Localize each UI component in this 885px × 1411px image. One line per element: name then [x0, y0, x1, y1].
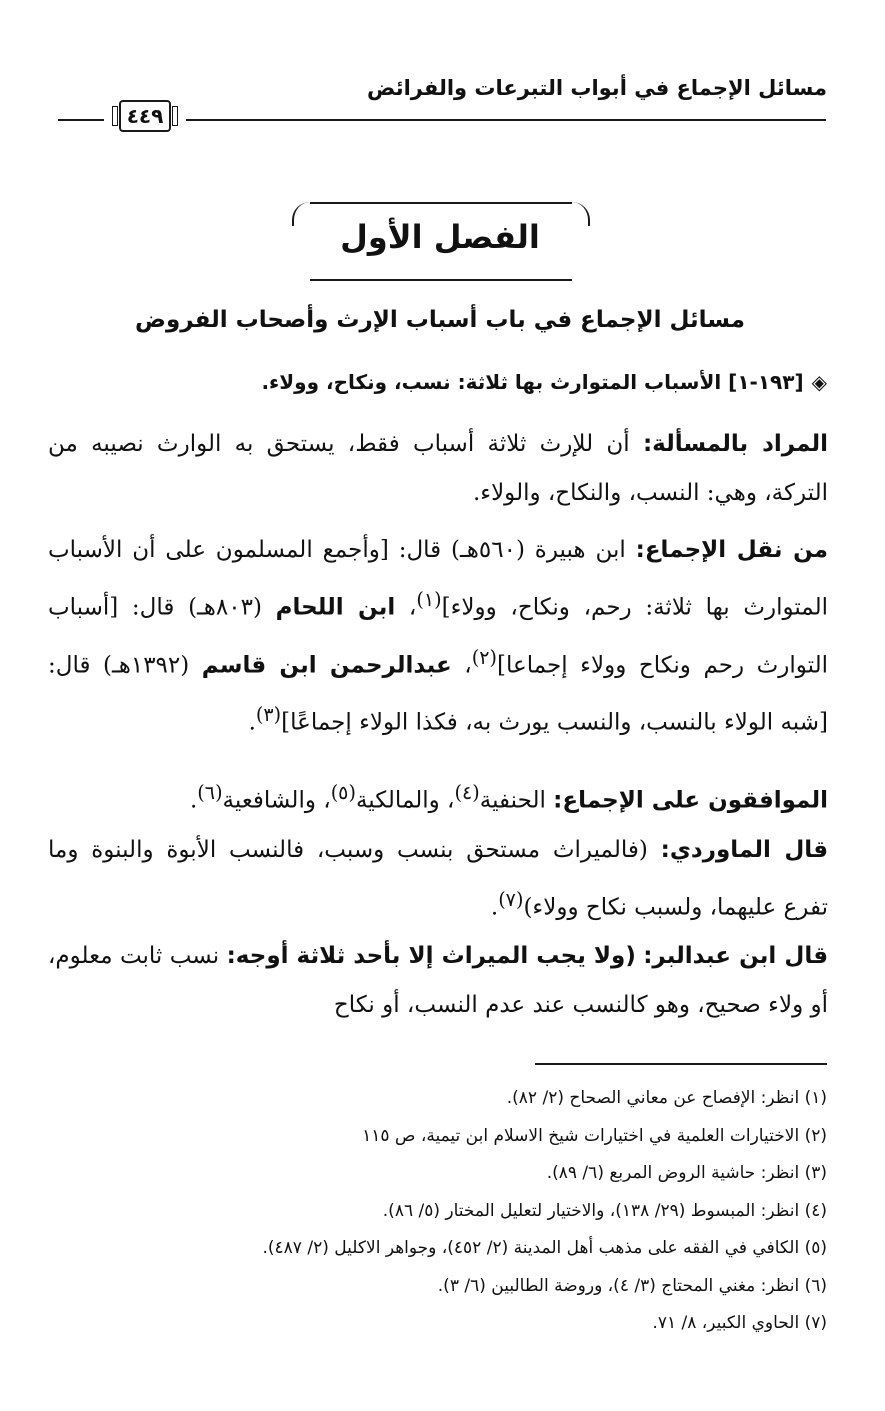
paragraph-lead: من نقل الإجماع:	[635, 537, 829, 563]
paragraph-mawardi-quote	[48, 826, 828, 933]
school-name: الحنفية	[479, 787, 546, 814]
footnote-item: (٥) الكافي في الفقه على مذهب أهل المدينة (٢/ ٤٥٢)، وجواهر الاكليل (٢/ ٤٨٧).	[262, 1238, 827, 1258]
issue-text: [١٩٣-١] الأسباب المتوارث بها ثلاثة: نسب، ونكاح، وولاء.	[261, 370, 804, 394]
footnote-ref[interactable]: (٢)	[471, 645, 497, 669]
footnotes	[37, 1080, 827, 1343]
issue-statement	[47, 370, 827, 394]
footnote-item: (٧) الحاوي الكبير، ٨/ ٧١.	[652, 1313, 827, 1333]
punctuation: .	[189, 787, 198, 814]
footnote-ref[interactable]: (٧)	[498, 888, 524, 911]
chapter-title: الفصل الأول	[340, 218, 540, 256]
footnote-separator	[535, 1063, 827, 1065]
paragraph-text: (فالميراث مستحق بنسب وسبب، فالنسب الأبوة والبنوة وما تفرع عليهما، ولسبب نكاح وولاء)	[48, 837, 828, 921]
footnote-item: (٢) الاختيارات العلمية في اختيارات شيخ الاسلام ابن تيمية، ص ١١٥	[362, 1125, 827, 1146]
paragraph-text: أن للإرث ثلاثة أسباب فقط، يستحق به الوارث نصيبه من التركة، وهي: النسب، والنكاح، والولاء.	[48, 431, 828, 506]
school-name: ، والشافعية	[222, 787, 331, 814]
running-header-title: مسائل الإجماع في أبواب التبرعات والفرائض	[367, 76, 827, 100]
paragraph-meaning	[48, 420, 828, 518]
diamond-marker-icon: ◈	[811, 370, 827, 394]
punctuation: ،	[408, 594, 417, 621]
paragraph-agreeing-schools	[48, 768, 828, 826]
footnote-ref[interactable]: (٦)	[197, 781, 223, 804]
page-number	[104, 94, 186, 138]
footnote-item: (٦) انظر: مغني المحتاج (٣/ ٤)، وروضة الطالبين (٦/ ٣).	[437, 1275, 827, 1296]
punctuation: .	[248, 709, 256, 736]
paragraph-text: (٨٠٣هـ) قال: [أسباب التوارث رحم ونكاح وولاء إجماعا]	[48, 594, 828, 679]
footnote-ref[interactable]: (٤)	[454, 781, 480, 804]
paragraph-lead: قال الماوردي:	[660, 837, 829, 863]
scholar-name: ابن اللحام	[275, 594, 396, 621]
paragraph-consensus-transmitters	[48, 526, 828, 748]
paragraph-text: (١٣٩٢هـ) قال: [شبه الولاء بالنسب، والنسب يورث به، فكذا الولاء إجماعًا]	[48, 652, 828, 736]
chapter-title-underline	[310, 279, 572, 281]
school-name: ، والمالكية	[355, 787, 455, 814]
footnote-item: (١) انظر: الإفصاح عن معاني الصحاح (٢/ ٨٢).	[506, 1088, 827, 1108]
paragraph-text: ابن هبيرة (٥٦٠هـ) قال: [وأجمع المسلمون على أن الأسباب المتوارث بها ثلاثة: رحم، ونكاح، وولاء]	[48, 537, 828, 621]
footnote-ref[interactable]: (١)	[416, 588, 442, 611]
footnote-item: (٣) انظر: حاشية الروض المربع (٦/ ٨٩).	[546, 1163, 827, 1183]
paragraph-lead: قال ابن عبدالبر:	[643, 943, 829, 969]
punctuation: .	[490, 894, 499, 921]
footnote-ref[interactable]: (٥)	[330, 781, 356, 804]
punctuation: ،	[464, 652, 472, 679]
paragraph-text: نسب ثابت معلوم، أو ولاء صحيح، وهو كالنسب عند عدم النسب، أو نكاح	[48, 943, 828, 1018]
footnote-ref[interactable]: (٣)	[255, 703, 282, 727]
paragraph-lead: المراد بالمسألة:	[642, 431, 829, 457]
paragraph-ibn-abdulbarr-quote	[48, 932, 828, 1030]
paragraph-lead: الموافقون على الإجماع:	[553, 787, 828, 814]
scholar-name: عبدالرحمن ابن قاسم	[201, 652, 452, 679]
page-number-frame: ٤٤٩	[119, 100, 172, 132]
footnote-item: (٤) انظر: المبسوط (٢٩/ ١٣٨)، والاختيار لتعليل المختار (٥/ ٨٦).	[382, 1200, 827, 1221]
quote-bold: (ولا يجب الميراث إلا بأحد ثلاثة أوجه:	[226, 943, 636, 969]
section-heading: مسائل الإجماع في باب أسباب الإرث وأصحاب الفروض	[135, 307, 745, 333]
